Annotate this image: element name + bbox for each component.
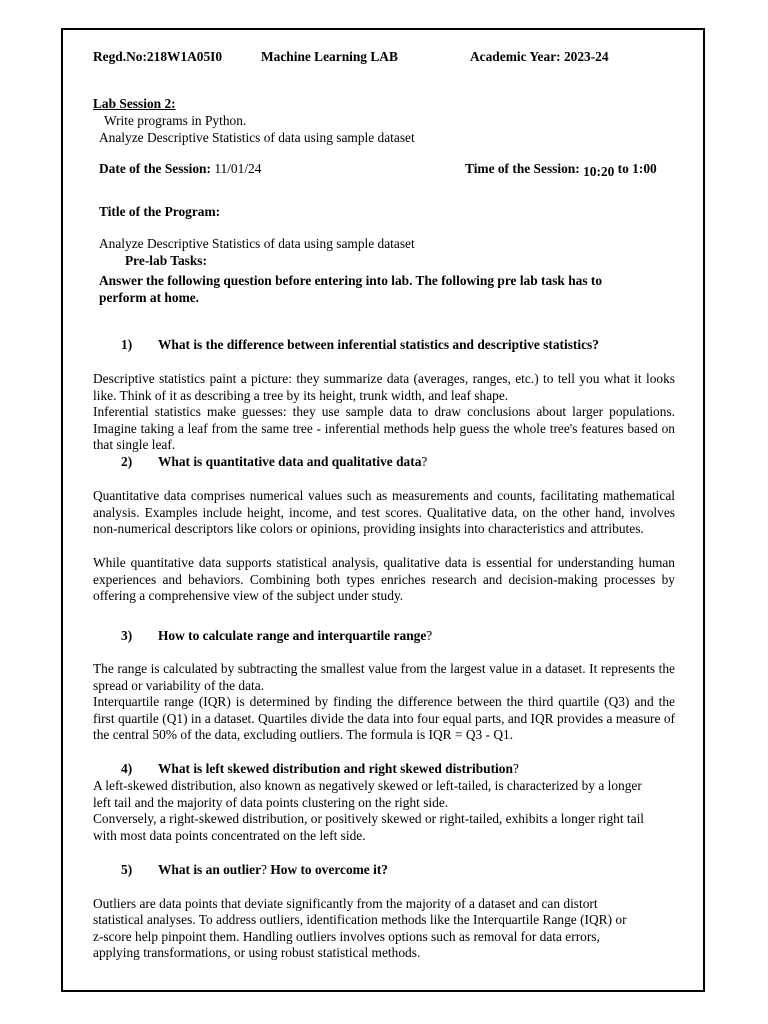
question-suffix: ? [421, 454, 428, 469]
session-line-2: Analyze Descriptive Statistics of data using sample dataset [99, 130, 415, 145]
answer-3-para-1: The range is calculated by subtracting the smallest value from the largest value in a dataset. It represents the spread or variability of the data. [93, 661, 675, 693]
question-text-tail: How to overcome it? [267, 862, 388, 877]
question-text: What is an outlier [158, 862, 262, 877]
question-suffix: ? [512, 761, 519, 776]
question-5 [121, 862, 388, 879]
lab-name: Machine Learning LAB [261, 49, 398, 64]
registration-number: Regd.No:218W1A05I0 [93, 49, 223, 64]
question-4 [121, 761, 519, 778]
answer-1-para-2: Inferential statistics make guesses: they use sample data to draw conclusions about larger populations. Imagine taking a leaf from the same tree - inferential methods help guess the whole tree's features based on that single leaf. [93, 404, 675, 453]
answer-5-line-1: Outliers are data points that deviate significantly from the majority of a dataset and can distort [93, 896, 598, 911]
question-number: 5) [121, 862, 133, 877]
answer-4-line-3: Conversely, a right-skewed distribution, or positively skewed or right-tailed, exhibits a longer right tail [93, 811, 645, 826]
session-date [99, 161, 261, 178]
answer-2-para-1: Quantitative data comprises numerical values such as measurements and counts, facilitating mathematical analysis. Examples include height, income, and test scores. Qualitative data, on the other hand, involves non-numerical descriptors like colors or opinions, providing insights into characteristics and attributes. [93, 488, 675, 537]
question-text: What is quantitative data and qualitative data [158, 454, 422, 469]
answer-5-line-2: statistical analyses. To address outliers, identification methods like the Interquartile Range (IQR) or [93, 912, 627, 927]
prelab-instruction-line-2: perform at home. [99, 290, 200, 305]
question-number: 4) [121, 761, 133, 776]
question-2 [121, 454, 427, 471]
question-mark: ? [261, 862, 267, 877]
question-text: How to calculate range and interquartile range [158, 628, 427, 643]
question-suffix: ? [426, 628, 433, 643]
program-title-label: Title of the Program: [99, 204, 221, 219]
date-label: Date of the Session: [99, 161, 211, 176]
date-value: 11/01/24 [214, 161, 262, 176]
prelab-heading: Pre-lab Tasks: [125, 253, 207, 268]
time-end: to 1:00 [617, 161, 657, 176]
lab-session-heading: Lab Session 2: [93, 96, 176, 111]
time-start: 10:20 [583, 164, 615, 179]
question-text: What is left skewed distribution and right skewed distribution [158, 761, 513, 776]
question-number: 1) [121, 337, 133, 352]
question-text: What is the difference between inferential statistics and descriptive statistics? [158, 337, 599, 352]
question-number: 2) [121, 454, 133, 469]
answer-4-line-2: left tail and the majority of data points clustering on the right side. [93, 795, 449, 810]
academic-year: Academic Year: 2023-24 [470, 49, 609, 64]
answer-2-para-2: While quantitative data supports statistical analysis, qualitative data is essential for understanding human experiences and behaviors. Combining both types enriches research and decision-making processes by offering a comprehensive view of the subject under study. [93, 555, 675, 604]
answer-1-para-1: Descriptive statistics paint a picture: they summarize data (averages, ranges, etc.) to tell you what it looks like. Think of it as describing a tree by its height, trunk width, and leaf shape. [93, 371, 675, 403]
answer-4-line-1: A left-skewed distribution, also known as negatively skewed or left-tailed, is characterized by a longer [93, 778, 642, 793]
answer-4-line-4: with most data points concentrated on the left side. [93, 828, 366, 843]
question-number: 3) [121, 628, 133, 643]
question-3 [121, 628, 432, 645]
answer-5-line-4: applying transformations, or using robust statistical methods. [93, 945, 421, 960]
session-time [465, 161, 657, 178]
question-1 [121, 337, 599, 354]
answer-3-para-2: Interquartile range (IQR) is determined by finding the difference between the third quartile (Q3) and the first quartile (Q1) in a dataset. Quartiles divide the data into four equal parts, and IQR provides a measure of the central 50% of the data, excluding outliers. The formula is IQR = Q3 - Q1. [93, 694, 675, 743]
session-line-1: Write programs in Python. [104, 113, 247, 128]
time-label: Time of the Session: [465, 161, 580, 176]
answer-5-line-3: z-score help pinpoint them. Handling outliers involves options such as removal for data errors, [93, 929, 600, 944]
program-title-value: Analyze Descriptive Statistics of data using sample dataset [99, 236, 415, 251]
prelab-instruction-line-1: Answer the following question before entering into lab. The following pre lab task has to [99, 273, 603, 288]
